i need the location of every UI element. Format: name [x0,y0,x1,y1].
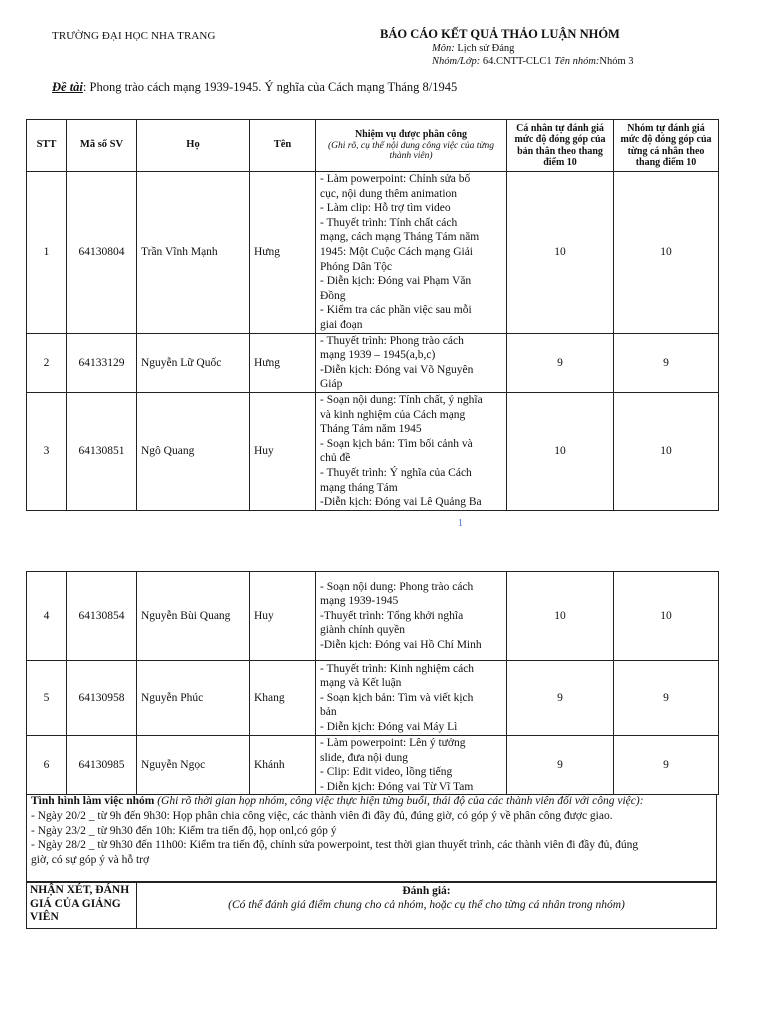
cell-self-eval: 9 [507,661,614,736]
cell-stt: 2 [27,333,67,392]
cell-group-eval: 10 [614,392,719,510]
header-task: Nhiệm vụ được phân công (Ghi rõ, cụ thể nội dung công việc của từng thành viên) [316,120,507,172]
cell-self-eval: 9 [507,333,614,392]
cell-last-name: Nguyễn Phúc [137,661,250,736]
cell-first-name: Hưng [250,172,316,334]
cell-last-name: Nguyễn Bùi Quang [137,572,250,661]
header-self-eval: Cá nhân tự đánh giá mức độ đóng góp của bản thân theo thang điểm 10 [507,120,614,172]
cell-group-eval: 9 [614,736,719,795]
cell-stt: 3 [27,392,67,510]
cell-group-eval: 9 [614,661,719,736]
cell-self-eval: 10 [507,172,614,334]
cell-tasks: - Làm powerpoint: Chỉnh sửa bố cục, nội dung thêm animation - Làm clip: Hỗ trợ tìm video - Thuyết trình: Tính chất cách mạng, cách mạng Tháng Tám năm 1945: Một Cuộc Cách mạng Giải Phóng Dân Tộc - Diễn kịch: Đóng vai Phạm Văn Đồng - Kiểm tra các phần việc sau mỗi giai đoạn [316,172,507,334]
summary-line: - Ngày 28/2 _ từ 9h30 đến 11h00: Kiểm tra tiến độ, chỉnh sửa powerpoint, test thời gian thuyết trình, các thành viên đi đầy đủ, đúng [31,839,639,852]
cell-last-name: Nguyễn Lữ Quốc [137,333,250,392]
cell-stt: 6 [27,736,67,795]
cell-tasks: - Thuyết trình: Kinh nghiệm cách mạng và Kết luận - Soạn kịch bản: Tìm và viết kịch bản - Diễn kịch: Đóng vai Máy Lì [316,661,507,736]
report-title: BÁO CÁO KẾT QUẢ THẢO LUẬN NHÓM [380,27,620,41]
cell-self-eval: 9 [507,736,614,795]
table-row [27,736,719,795]
cell-first-name: Huy [250,572,316,661]
cell-student-id: 64130985 [67,736,137,795]
table-row [27,172,719,334]
header-student-id: Mã số SV [67,120,137,172]
cell-student-id: 64130958 [67,661,137,736]
header-last-name: Họ [137,120,250,172]
cell-tasks: - Làm powerpoint: Lên ý tưởng slide, đưa nội dung - Clip: Edit video, lồng tiếng - Diễn kịch: Đóng vai Từ Vĩ Tam [316,736,507,795]
group-work-summary [26,794,717,882]
summary-line: giờ, có sự góp ý và hỗ trợ [31,854,150,867]
cell-tasks: - Thuyết trình: Phong trào cách mạng 1939 – 1945(a,b,c) -Diễn kịch: Đóng vai Võ Nguyên Giáp [316,333,507,392]
cell-stt: 4 [27,572,67,661]
cell-student-id: 64130851 [67,392,137,510]
cell-first-name: Hưng [250,333,316,392]
cell-stt: 5 [27,661,67,736]
header-first-name: Tên [250,120,316,172]
summary-line: - Ngày 23/2 _ từ 9h30 đến 10h: Kiểm tra tiến độ, họp onl,có góp ý [31,824,337,837]
class-group-line: Nhóm/Lớp: 64.CNTT-CLC1 Tên nhóm:Nhóm 3 [432,56,634,67]
cell-stt: 1 [27,172,67,334]
cell-last-name: Nguyễn Ngọc [137,736,250,795]
member-table-page2 [26,571,719,795]
cell-student-id: 64130804 [67,172,137,334]
school-name: TRƯỜNG ĐẠI HỌC NHA TRANG [52,30,216,42]
cell-first-name: Huy [250,392,316,510]
table-row [27,661,719,736]
cell-last-name: Trần Vĩnh Mạnh [137,172,250,334]
table-row [27,333,719,392]
table-row [27,572,719,661]
lecturer-evaluation-row [26,882,717,929]
cell-group-eval: 9 [614,333,719,392]
evaluation-note: (Có thể đánh giá điểm chung cho cả nhóm, hoặc cụ thể cho từng cá nhân trong nhóm) [228,899,625,911]
topic-value: : Phong trào cách mạng 1939-1945. Ý nghĩa của Cách mạng Tháng 8/1945 [82,80,458,94]
page-number: 1 [458,518,463,529]
cell-group-eval: 10 [614,172,719,334]
cell-last-name: Ngô Quang [137,392,250,510]
topic-line [52,80,457,95]
header-stt: STT [27,120,67,172]
cell-self-eval: 10 [507,392,614,510]
topic-label: Đề tài [52,80,83,94]
cell-first-name: Khánh [250,736,316,795]
cell-student-id: 64130854 [67,572,137,661]
member-table-page1 [26,119,719,511]
summary-note: (Ghi rõ thời gian họp nhóm, công việc thực hiện từng buổi, thái độ của các thành viên đối với công việc): [154,795,644,807]
cell-self-eval: 10 [507,572,614,661]
table-header-row [27,120,719,172]
cell-student-id: 64133129 [67,333,137,392]
cell-group-eval: 10 [614,572,719,661]
evaluation-cell [137,883,716,929]
header-group-eval: Nhóm tự đánh giá mức độ đóng góp của từng cá nhân theo thang điểm 10 [614,120,719,172]
cell-tasks: - Soạn nội dung: Phong trào cách mạng 1939-1945 -Thuyết trình: Tổng khởi nghĩa giành chính quyền -Diễn kịch: Đóng vai Hồ Chí Minh [316,572,507,661]
evaluation-title: Đánh giá: [402,885,451,897]
subject-line: Môn: Lịch sử Đảng [432,43,515,54]
cell-first-name: Khang [250,661,316,736]
lecturer-comment-label: NHẬN XÉT, ĐÁNH GIÁ CỦA GIẢNG VIÊN [27,883,137,928]
table-row [27,392,719,510]
summary-line: - Ngày 20/2 _ từ 9h đến 9h30: Họp phân chia công việc, các thành viên đi đầy đủ, đúng giờ, có góp ý về phân công được giao. [31,809,613,822]
cell-tasks: - Soạn nội dung: Tính chất, ý nghĩa và kinh nghiệm của Cách mạng Tháng Tám năm 1945 - Soạn kịch bản: Tìm bối cảnh và chủ đề - Thuyết trình: Ý nghĩa của Cách mạng tháng Tám -Diễn kịch: Đóng vai Lê Quảng Ba [316,392,507,510]
summary-title: Tình hình làm việc nhóm [31,795,155,807]
